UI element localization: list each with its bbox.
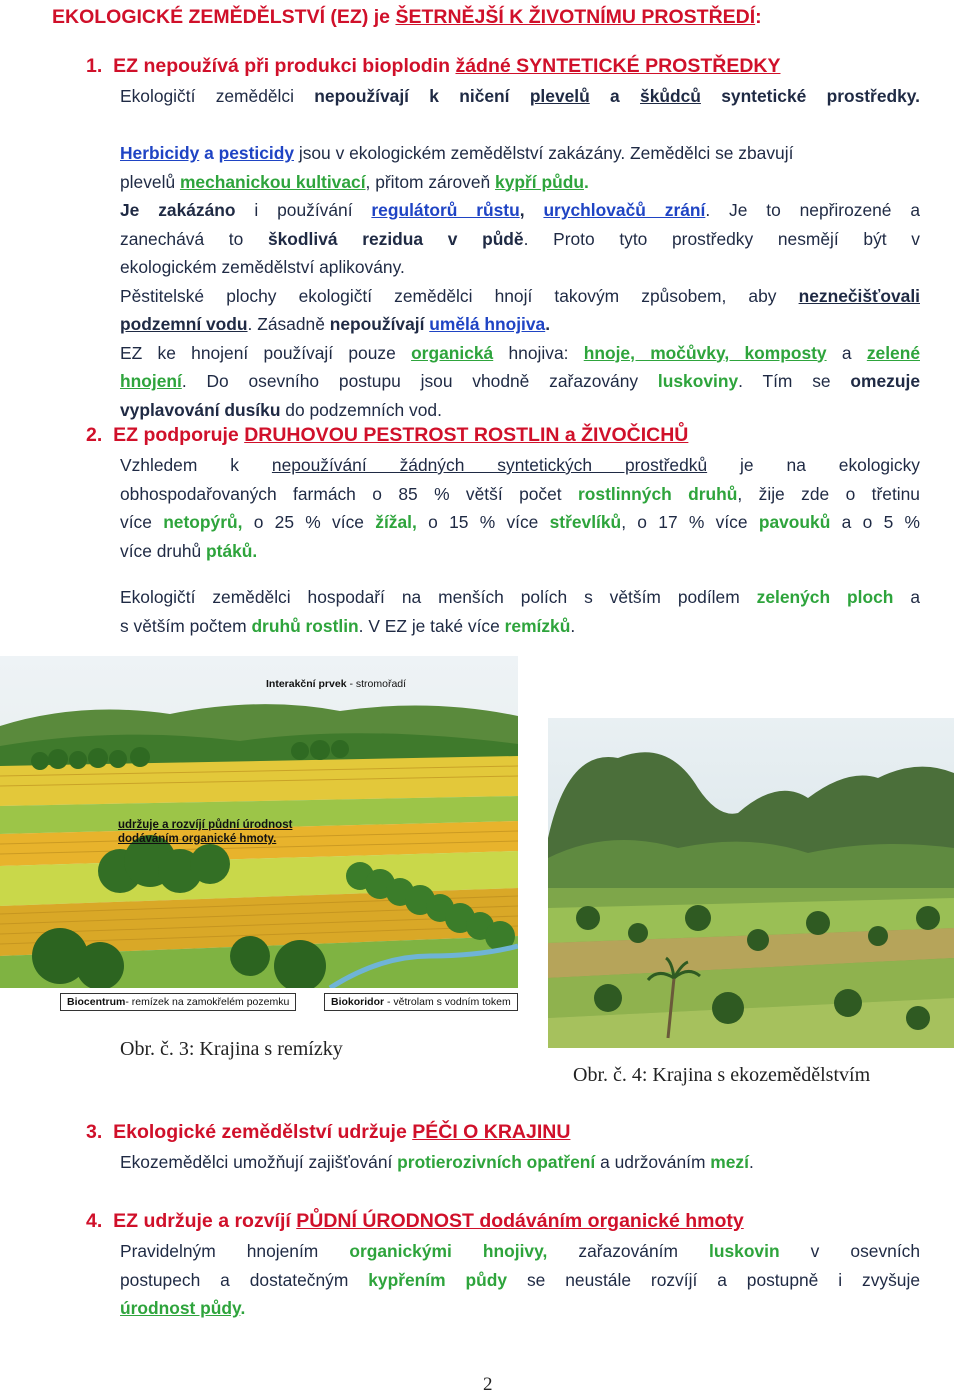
text-line: zanechává to škodlivá rezidua v půdě. Proto tyto prostředky nesmějí být v [120,228,920,249]
page-title [52,4,762,30]
section-4-body [120,1237,920,1323]
label-biocentrum: Biocentrum- remízek na zamokřelém pozemku [60,993,296,1011]
label-soil-fertility: udržuje a rozvíjí půdní úrodnost dodáváním organické hmoty. [118,819,293,845]
section-1-body [120,82,920,424]
text-line: Vzhledem k nepoužívání žádných syntetických prostředků je na ekologicky [120,455,920,475]
text-line: úrodnost půdy. [120,1298,246,1318]
text-line: EZ ke hnojení používají pouze organická hnojiva: hnoje, močůvky, komposty a zelené [120,342,920,363]
heading-emphasis: PŮDNÍ ÚRODNOST dodáváním organické hmoty [296,1210,744,1232]
section-2-body [120,451,920,640]
text-line: hnojení. Do osevního postupu jsou vhodně zařazovány luskoviny. Tím se omezuje [120,371,920,391]
heading-text: EZ podporuje [113,424,245,446]
heading-emphasis: DRUHOVOU PESTROST ROSTLIN a ŽIVOČICHŮ [244,424,689,446]
text-line: Ekozemědělci umožňují zajišťování protierozivních opatření a udržováním mezí. [120,1152,754,1172]
heading-emphasis: žádné SYNTETICKÉ PROSTŘEDKY [455,55,781,77]
section-3-body [120,1148,920,1177]
heading-emphasis: PÉČI O KRAJINU [412,1121,571,1143]
section-number: 1. [86,55,103,77]
text-line: více netopýrů, o 25 % více žížal, o 15 % více střevlíků, o 17 % více pavouků a o 5 % [120,512,920,532]
heading-text: EZ udržuje a rozvíjí [113,1210,297,1232]
eco-farming-photo-svg [548,718,954,1048]
page-number: 2 [483,1374,493,1395]
text-line: s větším počtem druhů rostlin. V EZ je také více remízků. [120,615,576,636]
section-2-heading [86,422,688,448]
text-line: ekologickém zemědělství aplikovány. [120,257,405,277]
heading-text: EZ nepoužívá při produkci bioplodin [113,55,456,77]
title-part1: EKOLOGICKÉ ZEMĚDĚLSTVÍ (EZ) je [52,6,396,28]
title-part3: : [755,6,762,28]
text-line: Herbicidy a pesticidy jsou v ekologickém zemědělství zakázány. Zemědělci se zbavují [120,143,794,163]
text-line: Pěstitelské plochy ekologičtí zemědělci hnojí takovým způsobem, aby neznečišťovali [120,285,920,306]
heading-text: Ekologické zemědělství udržuje [113,1121,413,1143]
text-line: plevelů mechanickou kultivací, přitom zároveň kypří půdu. [120,171,589,192]
text-line: Ekologičtí zemědělci nepoužívají k ničení plevelů a škůdců syntetické prostředky. [120,86,921,106]
text-line: Ekologičtí zemědělci hospodaří na menších polích s větším podílem zelených ploch a [120,587,920,607]
text-line: Pravidelným hnojením organickými hnojivy, zařazováním luskovin v osevních [120,1241,920,1261]
text-line: podzemní vodu. Zásadně nepoužívají umělá hnojiva. [120,314,551,334]
section-number: 2. [86,424,103,446]
eco-farming-photo [548,718,954,1048]
label-interaction-element: Interakční prvek - stromořadí [266,678,407,690]
section-1-heading [86,53,781,79]
figure-4-caption: Obr. č. 4: Krajina s ekozemědělstvím [573,1064,871,1086]
text-line: obhospodařovaných farmách o 85 % větší počet rostlinných druhů, žije zde o třetinu [120,483,920,504]
figure-3-caption: Obr. č. 3: Krajina s remízky [120,1038,343,1060]
text-line: více druhů ptáků. [120,540,258,561]
section-number: 4. [86,1210,103,1232]
text-line: Je zakázáno i používání regulátorů růstu, urychlovačů zrání. Je to nepřirozené a [120,200,920,220]
section-number: 3. [86,1121,103,1143]
landscape-illustration [0,656,518,988]
text-line: vyplavování dusíku do podzemních vod. [120,399,442,420]
text-line: postupech a dostatečným kypřením půdy se neustále rozvíjí a postupně i zvyšuje [120,1269,920,1290]
label-biokoridor: Biokoridor - větrolam s vodním tokem [324,993,518,1011]
section-4-heading [86,1208,744,1234]
title-part2: ŠETRNĚJŠÍ K ŽIVOTNÍMU PROSTŘEDÍ [395,6,756,28]
section-3-heading [86,1119,570,1145]
